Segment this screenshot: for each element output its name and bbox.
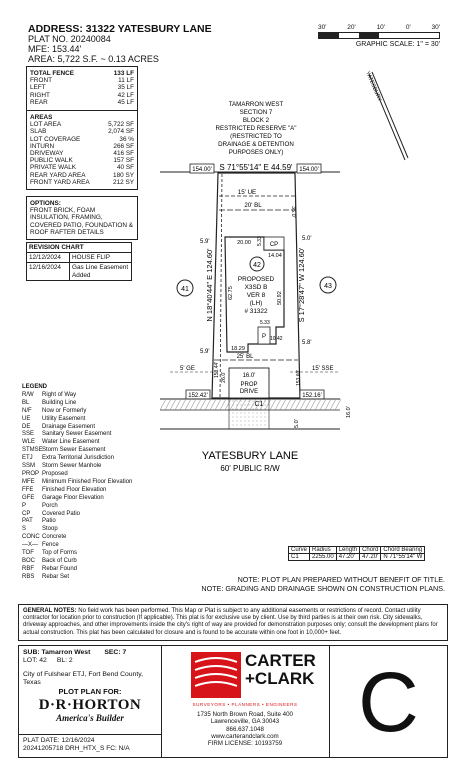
reserve-line: BLOCK 2 (242, 117, 270, 124)
legend-key: WLE (22, 439, 36, 446)
legend-meaning: Rebar Found (42, 565, 78, 572)
sse-label: 15' SSE (312, 366, 334, 372)
legend-meaning: Patio (42, 518, 56, 525)
legend-meaning: Water Line Easement (42, 439, 100, 446)
front-left-elev: 152.42' (188, 393, 208, 399)
fence-label: RIGHT (30, 91, 50, 99)
area-value: 266 SF (113, 142, 134, 150)
legend-meaning: Building Line (42, 399, 77, 406)
reserve-line: DRAINAGE & DETENTION (218, 141, 294, 148)
company-name-1: CARTER (245, 651, 316, 670)
builder-logo (19, 698, 161, 723)
house-line: VER 8 (246, 292, 266, 299)
block: BL: 2 (56, 657, 73, 664)
fence-value: 35 LF (117, 84, 134, 92)
scale-tick: 30' (318, 24, 327, 31)
company-phone: 866.637.1048 (226, 725, 264, 733)
legend-key: ETJ (22, 455, 33, 462)
front-right-elev: 152.16' (302, 393, 322, 399)
revision-desc: Gas Line Easement Added (72, 264, 129, 279)
legend-key: GFE (22, 494, 35, 501)
curve-header: Chord Bearing (381, 547, 425, 554)
curve-header: Length (336, 547, 359, 554)
dim-26: 26.0' (221, 371, 227, 383)
company-address-1: 1735 North Brown Road, Suite 400 (197, 711, 293, 718)
house-line: X3SD B (244, 284, 268, 291)
left-bearing: N 18°40'44" E 124.60' (205, 248, 214, 322)
company-contact (161, 711, 329, 747)
reserve-line: PURPOSES ONLY) (228, 149, 284, 156)
legend-title: LEGEND (22, 384, 48, 390)
area-value: 416 SF (113, 150, 134, 158)
dim-5-9-bot: 5.9' (200, 349, 210, 355)
reserve-line: (RESTRICTED TO (230, 133, 282, 140)
lot-number: 42 (253, 262, 261, 269)
legend-meaning: Finished Floor Elevation (42, 486, 107, 493)
legend-key: PAT (22, 518, 33, 525)
plat-date: PLAT DATE: 12/16/2024 (23, 737, 95, 744)
legend-key: P (22, 502, 27, 509)
dim-10-42: 10.42 (270, 336, 283, 342)
subdivision: SUB: Tamarron West (23, 649, 91, 656)
legend-key: BOC (22, 557, 36, 564)
area-value: 36 % (119, 135, 134, 143)
rear-right-elev: 154.00' (299, 167, 319, 173)
house-line: (LH) (249, 300, 263, 307)
dim-5-33: 5.33 (257, 236, 263, 246)
fence-total: 133 LF (113, 70, 134, 77)
legend-meaning: Now or Formerly (42, 407, 87, 414)
drive-label: PROP (240, 382, 258, 388)
plan-notes (200, 575, 445, 593)
company-license: FIRM LICENSE: 10193759 (207, 740, 283, 748)
legend-meaning: Utility Easement (42, 415, 86, 422)
area-value: 40 SF (116, 164, 134, 172)
fence-value: 42 LF (117, 91, 134, 99)
area-value: 5,722 SF (108, 121, 134, 129)
plat-id: 20241205718 DRH_HTX_S FC: N/A (23, 745, 130, 752)
area-label: PRIVATE WALK (30, 164, 77, 172)
area: AREA: 5,722 S.F. ~ 0.13 ACRES (28, 54, 159, 64)
general-notes (18, 604, 448, 641)
builder-name: D·R·HORTON (38, 697, 142, 713)
general-notes-text: No field work has been performed. This Map or Plat is subject to any additional easements or restrictions of record. Contact utility contractor for location prior to construction (If applicable). This plat is for exclusive use by client. Use by third parties is at their own risk. City sidewalks, driveway approaches, and other improvements inside the city's right of way are provided for demonstration purposes only; consult the development plans for actual construction. This plat has been calculated for closure and is found to be accurate within one foot in 10,000+ feet. (23, 608, 438, 636)
north-label: YATESBURY (364, 70, 383, 103)
right-bearing: S 17°28'47" W 124.60' (297, 247, 306, 323)
area-label: LOT AREA (30, 121, 62, 129)
legend-key: BL (22, 399, 30, 406)
revision-date: 12/16/2024 (27, 263, 70, 279)
revision-title: REVISION CHART (27, 243, 131, 253)
rear-left-elev: 154.00' (192, 167, 212, 173)
area-label: LOT COVERAGE (30, 135, 81, 143)
dim-5-9-top: 5.9' (200, 239, 210, 245)
ge-label: 5' GE (180, 366, 195, 372)
bl-front-label: 25' BL (236, 354, 254, 360)
curve-header: Radius (310, 547, 337, 554)
general-notes-label: GENERAL NOTES: (23, 608, 77, 614)
area-label: DRIVEWAY (30, 150, 64, 158)
curve-cell: 47.20' (360, 554, 381, 561)
dim-5-33b: 5.33 (260, 320, 270, 326)
options-text: FRONT BRICK, FOAM INSULATION, FRAMING, COVERED PATIO, FOUNDATION & ROOF RAFTER DETAILS (30, 207, 133, 236)
curve-row (289, 554, 425, 561)
curve-table (288, 546, 425, 561)
street-rw: 60' PUBLIC R/W (220, 464, 280, 473)
area-value: 180 SY (113, 171, 134, 179)
legend-key: RBS (22, 573, 35, 580)
dim-5-8: 5.8' (302, 340, 312, 346)
legend-meaning: Extra Territorial Jurisdiction (42, 455, 114, 462)
legend-meaning: Covered Patio (42, 510, 81, 517)
city-county: City of Fulshear ETJ, Fort Bend County, Texas (23, 671, 143, 686)
scale-tick: 10' (376, 24, 386, 31)
fence-label: REAR (30, 98, 48, 106)
legend-meaning: Rebar Set (42, 573, 70, 580)
area-label: FRONT YARD AREA (30, 178, 90, 186)
house-line: # 31322 (244, 308, 268, 315)
dim-20: 20.00 (237, 240, 251, 246)
legend-key: DE (22, 423, 31, 430)
company-logo-icon (191, 652, 241, 698)
legend-key: RBF (22, 565, 34, 572)
dim-50: 50.92 (277, 291, 283, 305)
legend-key: STMSE (22, 447, 43, 454)
dim-5-0-bot: 5.0' (294, 419, 300, 428)
rear-bearing: S 71°55'14" E 44.59' (219, 163, 293, 172)
legend-meaning: Porch (42, 502, 58, 509)
bl-rear-label: 20' BL (244, 202, 262, 209)
title-block (18, 645, 448, 758)
company-name (245, 652, 316, 688)
legend-key: UE (22, 415, 31, 422)
legend-meaning: Fence (42, 542, 59, 549)
reserve-line: SECTION 7 (239, 109, 273, 116)
legend-key: S (22, 526, 27, 533)
builder-tagline: America's Builder (56, 713, 124, 723)
legend-key: TOF (22, 550, 34, 557)
scale-tick: 0' (405, 24, 411, 31)
legend-meaning: Top of Forms (42, 550, 78, 557)
plot-plan-for: PLOT PLAN FOR: (58, 687, 122, 696)
dim-16: 16.0' (242, 373, 256, 379)
reserve-line: TAMARRON WEST (228, 101, 284, 108)
north-arrow (364, 70, 408, 160)
dim-16b: 16.0' (346, 406, 352, 418)
fence-label: FRONT (30, 77, 53, 85)
legend-meaning: Proposed (42, 470, 68, 477)
area-value: 2,074 SF (108, 128, 134, 136)
legend-key: SSE (22, 431, 35, 438)
curve-cell: 47.20' (336, 554, 359, 561)
address: ADDRESS: 31322 YATESBURY LANE (28, 23, 212, 35)
area-value: 212 SY (113, 178, 134, 186)
lot: LOT: 42 (23, 657, 47, 664)
company-address-2: Lawrenceville, GA 30043 (210, 718, 280, 726)
reserve-text (216, 101, 297, 156)
lot-info-panel (19, 646, 162, 757)
plan-note: NOTE: GRADING AND DRAINAGE SHOWN ON CONSTRUCTION PLANS. (201, 584, 445, 593)
lot-41: 41 (181, 286, 189, 293)
legend-meaning: Storm Sewer Easement (42, 447, 106, 454)
curve-header: Curve (289, 547, 310, 554)
legend-key: MFE (22, 478, 35, 485)
house-line: PROPOSED (237, 276, 275, 283)
legend-key: PROP (22, 470, 40, 477)
legend-key: FFE (22, 486, 34, 493)
legend-meaning: Minimum Finished Floor Elevation (42, 478, 133, 485)
porch-label: P (261, 334, 267, 340)
dim-14: 14.04 (268, 253, 282, 259)
legend-key: N/F (22, 407, 32, 414)
lot-43: 43 (324, 283, 332, 290)
legend-key: CP (22, 510, 31, 517)
curve-cell: C1 (289, 554, 310, 561)
mfe: MFE: 153.44' (28, 44, 82, 54)
legend-key: —X— (22, 542, 39, 549)
dim-18: 18.29 (231, 346, 245, 352)
ue-label: 15' UE (237, 189, 257, 196)
legend-meaning: Right of Way (42, 391, 77, 398)
plat-no: PLAT NO. 20240084 (28, 34, 111, 44)
dim-35: 35.0' (290, 206, 296, 218)
legend-meaning: Storm Sewer Manhole (42, 463, 102, 470)
dim-5-0-top: 5.0' (302, 236, 312, 242)
scale-tick: 30' (431, 24, 440, 31)
curve-cell: N 71°55'14" W (381, 554, 425, 561)
fence-value: 11 LF (118, 77, 134, 85)
fence-title: TOTAL FENCE (30, 70, 75, 77)
company-services: SURVEYORS • PLANNERS • ENGINEERS (192, 702, 298, 707)
fence-label: LEFT (30, 84, 46, 92)
legend-meaning: Stoop (42, 526, 58, 533)
area-label: INTURN (30, 142, 55, 150)
company-name-2: +CLARK (245, 669, 315, 688)
street-name: YATESBURY LANE (201, 450, 299, 462)
legend-meaning: Back of Curb (42, 557, 77, 564)
curve-header: Chord (360, 547, 381, 554)
options-title: OPTIONS: (30, 200, 61, 207)
elev-153-44: 153.44' (214, 361, 220, 378)
cp-label: CP (269, 242, 279, 248)
section: SEC: 7 (104, 649, 127, 656)
areas-title: AREAS (30, 114, 53, 122)
company-panel (161, 646, 330, 757)
reserve-line: RESTRICTED RESERVE "A" (215, 125, 297, 132)
legend-key: R/W (22, 391, 34, 398)
area-label: SLAB (30, 128, 47, 136)
legend-meaning: Garage Floor Elevation (42, 494, 104, 501)
legend-meaning: Concrete (42, 534, 67, 541)
legend-key: SSM (22, 463, 36, 470)
legend-meaning: Drainage Easement (42, 423, 96, 430)
fence-value: 45 LF (117, 98, 134, 106)
curve-cell: 2255.00 (310, 554, 337, 561)
plan-note: NOTE: PLOT PLAN PREPARED WITHOUT BENEFIT OF TITLE. (237, 575, 445, 584)
curve-header-row (289, 547, 425, 554)
company-website: www.carterandclark.com (211, 732, 279, 740)
legend-key: CONC (22, 534, 40, 541)
elev-153-60: 153.60' (296, 369, 302, 386)
scale-tick: 20' (347, 24, 356, 31)
revision-date: 12/12/2024 (27, 253, 70, 262)
area-label: REAR YARD AREA (30, 171, 86, 179)
dim-62: 62.75 (228, 286, 234, 300)
legend-meaning: Sanitary Sewer Easement (42, 431, 112, 438)
area-value: 157 SF (113, 157, 134, 165)
area-label: PUBLIC WALK (30, 157, 73, 165)
revision-desc: HOUSE FLIP (72, 254, 110, 262)
drive-label: DRIVE (239, 389, 259, 395)
plan-letter: C (358, 654, 419, 749)
scale-label: GRAPHIC SCALE: 1" = 30' (355, 41, 440, 48)
